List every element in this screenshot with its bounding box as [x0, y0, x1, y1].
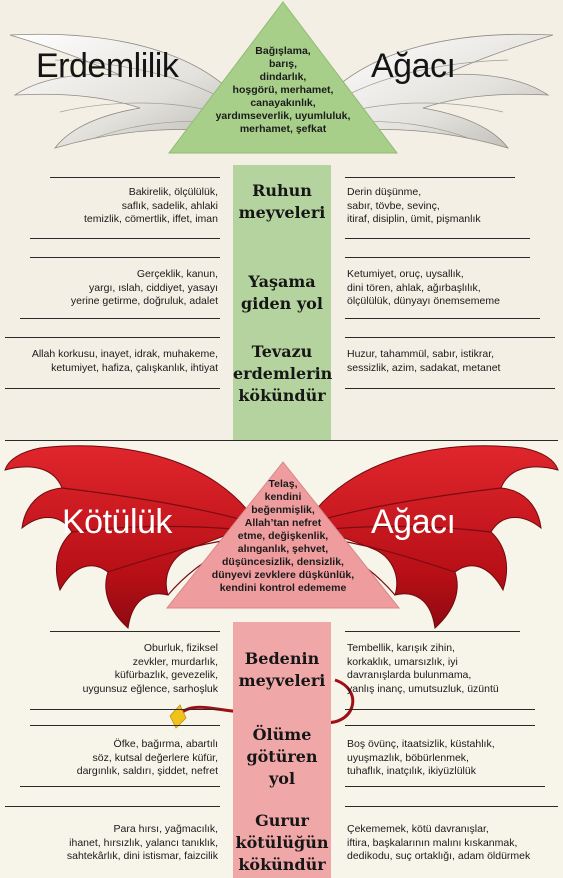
divider-line	[30, 238, 220, 239]
divider-line	[345, 806, 558, 807]
trunk-label-pride-root: Gurur kötülüğün kökündür	[235, 811, 329, 874]
divider-line	[5, 337, 220, 338]
virtue-right-text-3: Huzur, tahammül, sabır, istikrar, sessizlik, azim, sadakat, metanet	[347, 348, 501, 374]
virtue-title-right: Ağacı	[371, 47, 456, 85]
evil-trunk	[233, 622, 331, 878]
evil-left-text-1: Oburluk, fiziksel zevkler, murdarlık, küfürbazlık, gevezelik, uygunsuz eğlence, sarhoşluk	[82, 642, 218, 695]
evil-title-right: Ağacı	[371, 503, 456, 541]
evil-crown-text: Telaş, kendini beğenmişlik, Allah’tan nefret etme, değişkenlik, alınganlık, şehvet, düşüncesizlik, densizlik, dünyevi zevklere düşkünlük, kendini kontrol edememe	[211, 478, 355, 594]
trunk-label-body-fruits: Bedenin meyveleri	[238, 649, 326, 690]
divider-line	[345, 177, 515, 178]
divider-line	[20, 318, 220, 319]
divider-line	[50, 631, 220, 632]
divider-line	[345, 631, 520, 632]
section-divider-line	[5, 440, 558, 441]
evil-right-text-3: Çekememek, kötü davranışlar, iftira, başkalarının malını kıskanmak, dedikodu, suç ortaklığı, adam öldürmek	[347, 823, 531, 863]
divider-line	[345, 709, 535, 710]
evil-right-text-1: Tembellik, karışık zihin, korkaklık, umarsızlık, iyi davranışlarda bulunmama, yanlış inanç, umutsuzluk, üzüntü	[347, 642, 499, 695]
divider-line	[345, 337, 555, 338]
divider-line	[30, 257, 220, 258]
trunk-label-humility-root: Tevazu erdemlerin kökündür	[233, 342, 333, 405]
divider-line	[50, 177, 220, 178]
divider-line	[5, 806, 220, 807]
virtue-right-text-1: Derin düşünme, sabır, tövbe, sevinç, itiraf, disiplin, ümit, pişmanlık	[347, 186, 481, 226]
divider-line	[345, 786, 545, 787]
divider-line	[5, 388, 220, 389]
virtue-left-text-3: Allah korkusu, inayet, idrak, muhakeme, ketumiyet, hafiza, çalışkanlık, ihtiyat	[31, 348, 218, 374]
divider-line	[30, 709, 220, 710]
divider-line	[30, 725, 220, 726]
virtue-trunk	[233, 165, 331, 441]
divider-line	[345, 238, 530, 239]
virtue-right-text-2: Ketumiyet, oruç, uysallık, dini tören, ahlak, ağırbaşlılık, ölçülülük, dünyayı önemsememe	[347, 268, 500, 308]
evil-left-text-2: Öfke, bağırma, abartılı söz, kutsal değerlere küfür, dargınlık, saldırı, şiddet, nefret	[76, 738, 218, 778]
divider-line	[345, 318, 540, 319]
virtue-left-text-1: Bakirelik, ölçülülük, saflık, sadelik, ahlaki temizlik, cömertlik, iffet, iman	[83, 186, 218, 226]
divider-line	[345, 725, 535, 726]
divider-line	[345, 388, 555, 389]
evil-right-text-2: Boş övünç, itaatsizlik, küstahlık, uyuşmazlık, böbürlenmek, tuhaflık, inatçılık, ikiyüzlülük	[347, 738, 495, 778]
evil-left-text-3: Para hırsı, yağmacılık, ihanet, hırsızlık, yalancı tanıklık, sahtekârlık, dini istismar, faizcilik	[66, 823, 218, 863]
trunk-label-road-to-death: Ölüme götüren yol	[246, 725, 318, 788]
trunk-label-road-to-life: Yaşama giden yol	[241, 272, 323, 313]
divider-line	[20, 786, 220, 787]
trunk-label-soul-fruits: Ruhun meyveleri	[238, 181, 326, 222]
virtue-crown-text: Bağışlama, barış, dindarlık, hoşgörü, merhamet, canayakınlık, yardımseverlik, uyumluluk, merhamet, şefkat	[215, 45, 351, 135]
divider-line	[345, 257, 530, 258]
virtue-left-text-2: Gerçeklik, kanun, yargı, ıslah, ciddiyet, yasayı yerine getirme, doğruluk, adalet	[70, 268, 218, 308]
virtue-title-left: Erdemlilik	[36, 47, 179, 85]
evil-title-left: Kötülük	[62, 503, 172, 541]
